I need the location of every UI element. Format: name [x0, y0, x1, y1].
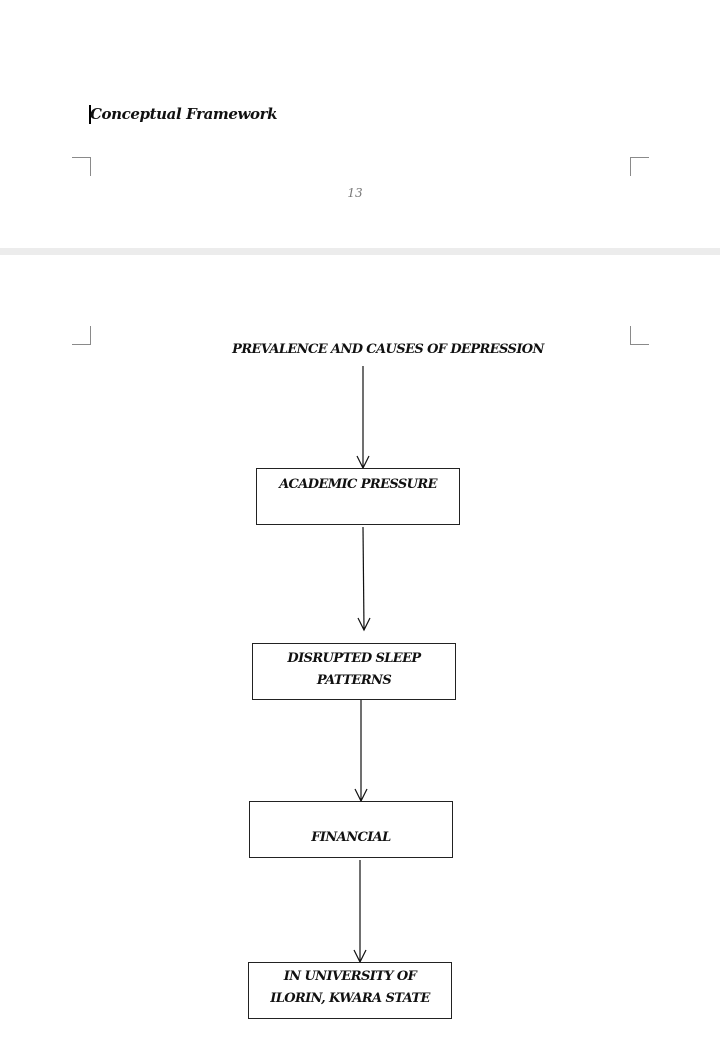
flowchart-box-academic-pressure[interactable]: [256, 468, 460, 525]
crop-mark-bottom-right: [630, 326, 649, 345]
flowchart-box-label: IN UNIVERSITY OF ILORIN, KWARA STATE: [270, 969, 430, 1006]
flowchart-box-label: ACADEMIC PRESSURE: [279, 477, 437, 492]
flowchart-box-financial[interactable]: [249, 801, 453, 858]
crop-mark-top-right: [630, 157, 649, 176]
flowchart-box-label: DISRUPTED SLEEP PATTERNS: [287, 651, 421, 688]
flowchart-box-label: FINANCIAL: [311, 830, 391, 845]
flowchart-box-disrupted-sleep[interactable]: [252, 643, 456, 700]
document-page-upper: [0, 0, 720, 248]
flowchart-title[interactable]: PREVALENCE AND CAUSES OF DEPRESSION: [232, 342, 544, 357]
flowchart-box-university-ilorin[interactable]: [248, 962, 452, 1019]
page-number: 13: [347, 186, 363, 200]
crop-mark-bottom-left: [72, 326, 91, 345]
crop-mark-top-left: [72, 157, 91, 176]
section-heading[interactable]: Conceptual Framework: [90, 105, 278, 123]
page-separator: [0, 248, 720, 255]
